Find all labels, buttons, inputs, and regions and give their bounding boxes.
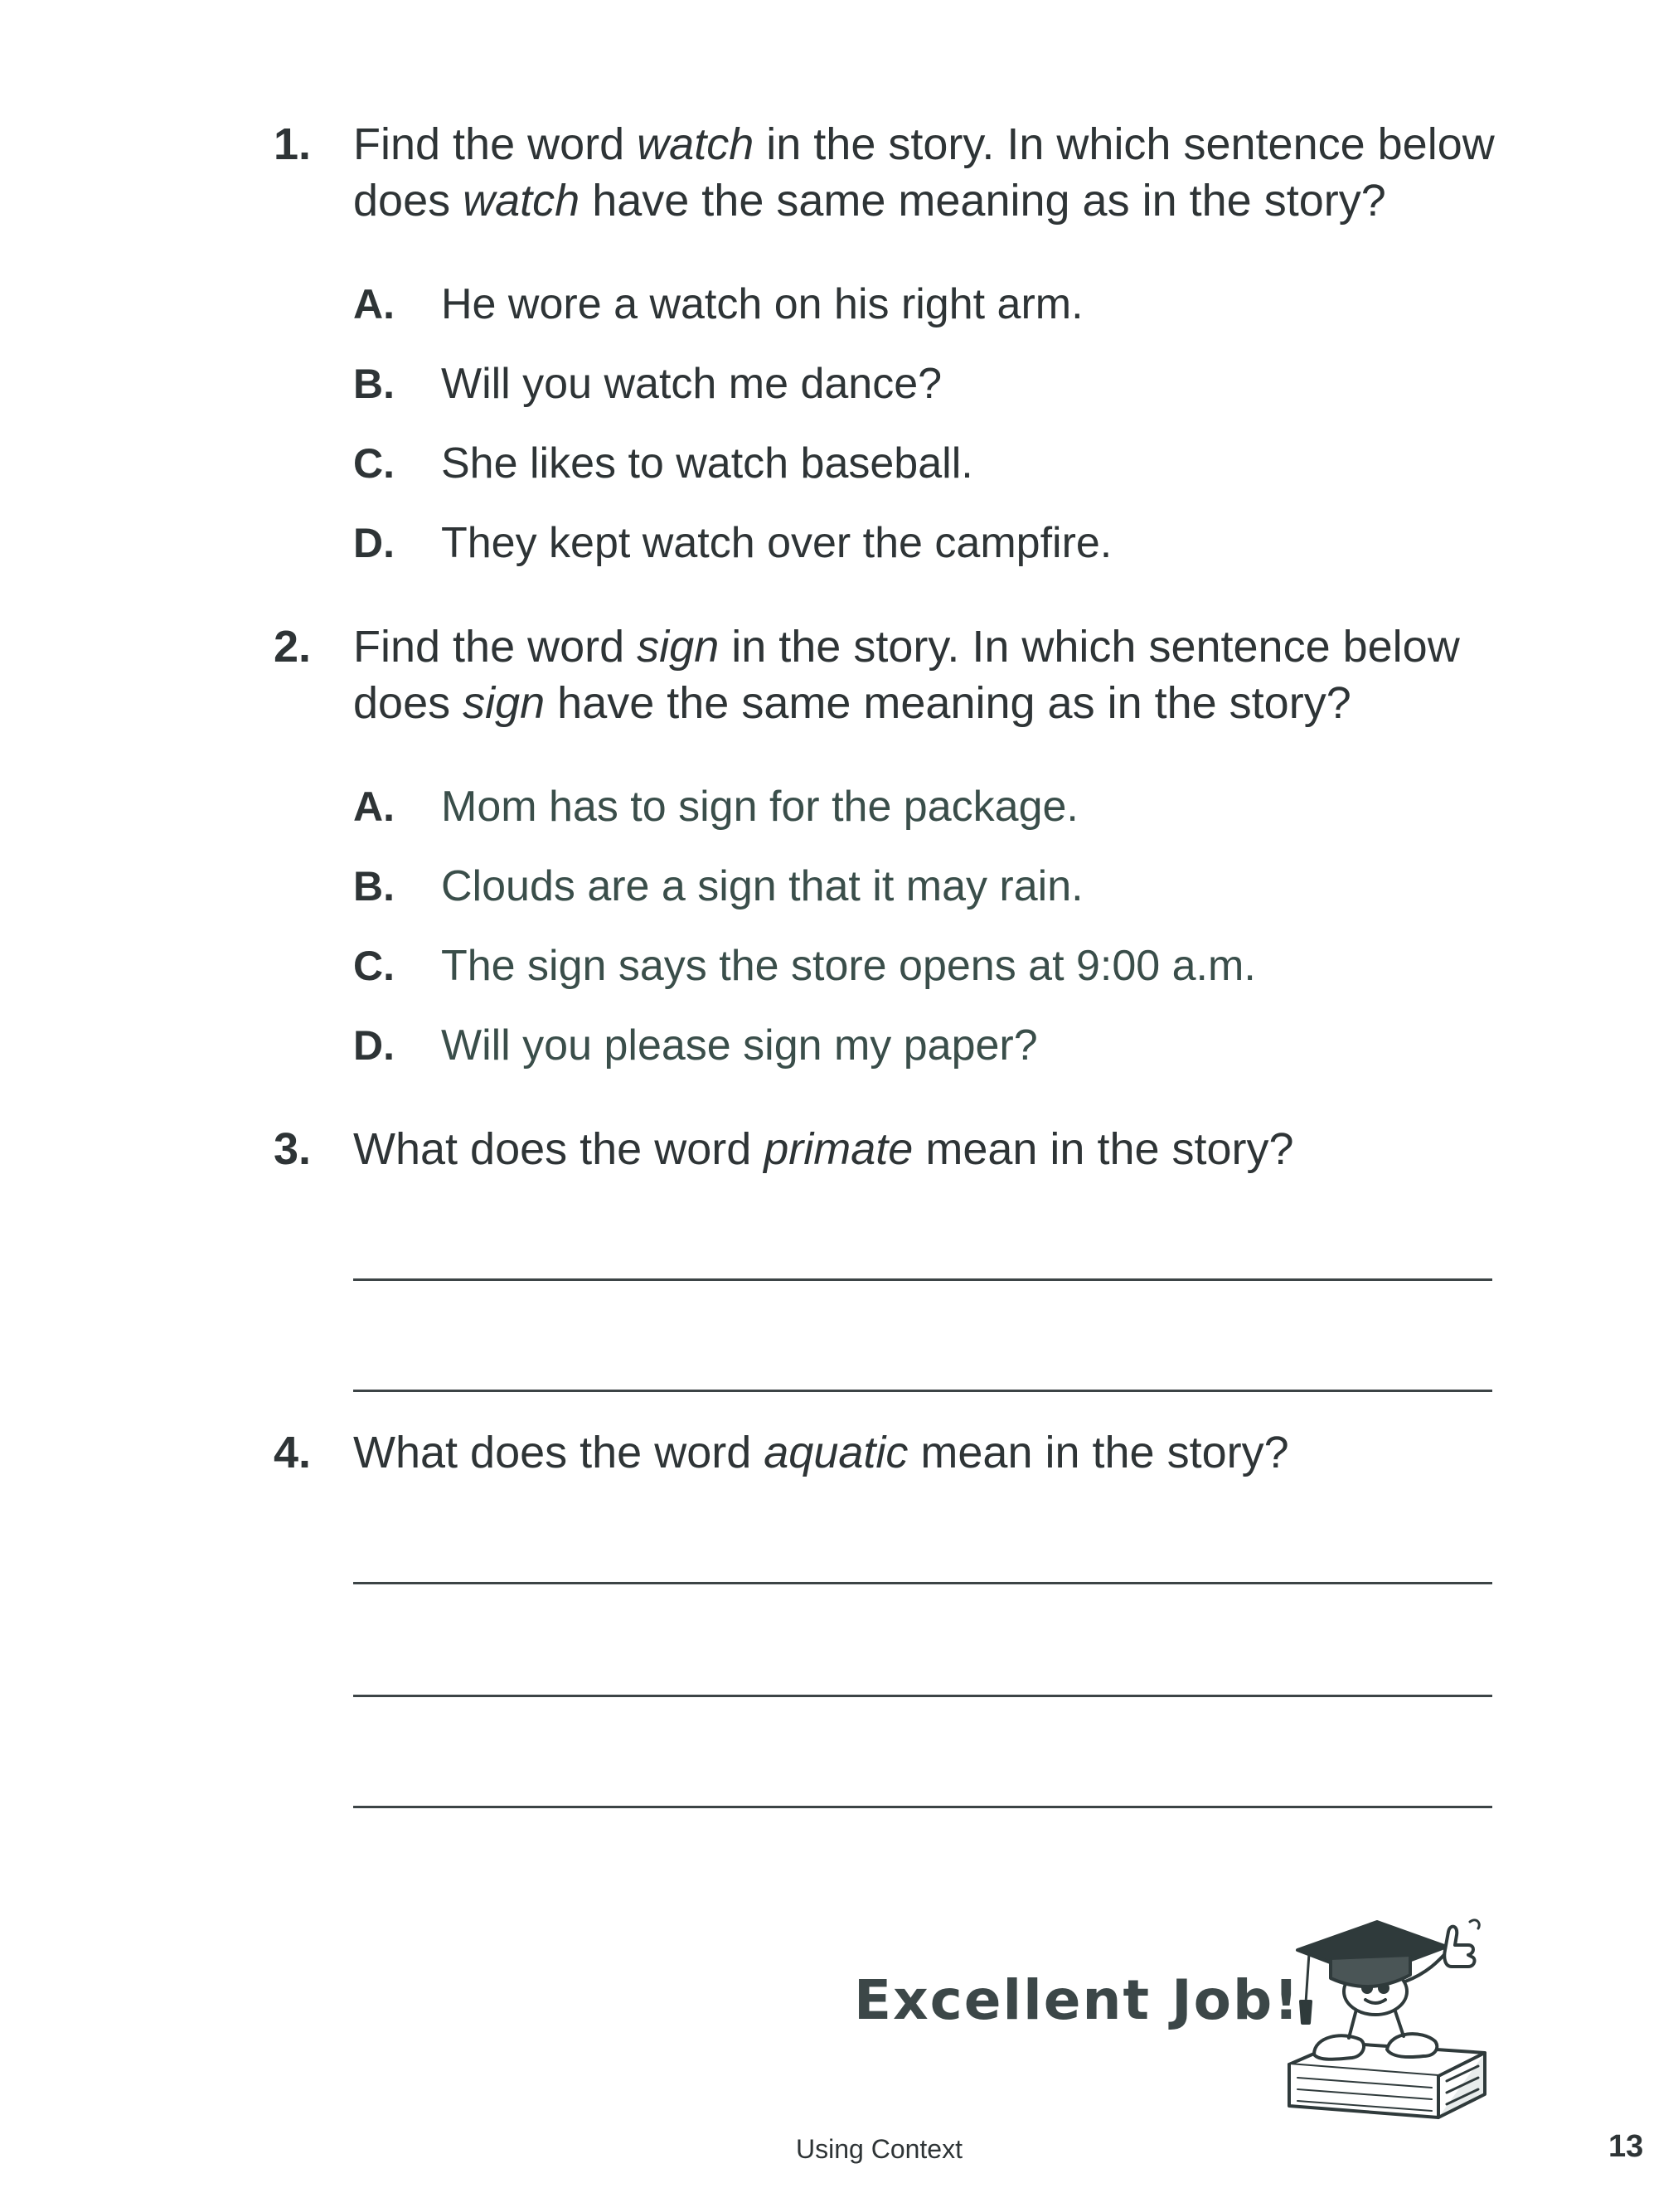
- graduate-book-mascot-icon: [1281, 1899, 1505, 2131]
- question-number: 3.: [274, 1124, 312, 1174]
- answer-option-a[interactable]: [353, 778, 1431, 836]
- target-word: watch: [637, 119, 754, 169]
- target-word: sign: [463, 678, 546, 728]
- option-text: Will you watch me dance?: [441, 360, 943, 408]
- answer-option-a[interactable]: [353, 275, 1431, 333]
- option-text: Will you please sign my paper?: [441, 1021, 1038, 1070]
- option-text: They kept watch over the campfire.: [441, 519, 1113, 567]
- option-letter: C.: [353, 943, 395, 989]
- option-letter: A.: [353, 281, 395, 327]
- target-word: primate: [764, 1124, 914, 1174]
- question-prompt: What does the word primate mean in the story?: [353, 1124, 1294, 1174]
- question-prompt: What does the word aquatic mean in the story?: [353, 1428, 1289, 1477]
- question-2: [274, 618, 1534, 1074]
- target-word: watch: [463, 176, 580, 226]
- option-text: The sign says the store opens at 9:00 a.m.: [441, 942, 1256, 990]
- question-number: 4.: [274, 1428, 312, 1477]
- answer-line[interactable]: [353, 1582, 1492, 1584]
- answer-option-b[interactable]: [353, 857, 1431, 915]
- question-3: [274, 1121, 1534, 1187]
- option-text: Clouds are a sign that it may rain.: [441, 862, 1084, 910]
- answer-line[interactable]: [353, 1390, 1492, 1392]
- answer-option-d[interactable]: [353, 1016, 1431, 1074]
- target-word: aquatic: [764, 1428, 909, 1477]
- option-letter: C.: [353, 440, 395, 487]
- target-word: sign: [637, 622, 720, 672]
- answer-option-d[interactable]: [353, 514, 1431, 572]
- excellent-job-text: Excellent Job!: [854, 1968, 1301, 2032]
- answer-line[interactable]: [353, 1806, 1492, 1808]
- page-number: 13: [1608, 2129, 1644, 2164]
- footer-section-label: Using Context: [796, 2134, 963, 2164]
- option-letter: B.: [353, 361, 395, 407]
- answer-option-c[interactable]: [353, 937, 1431, 995]
- answer-line[interactable]: [353, 1278, 1492, 1281]
- option-letter: B.: [353, 863, 395, 910]
- answer-option-c[interactable]: [353, 434, 1431, 492]
- option-text: He wore a watch on his right arm.: [441, 280, 1084, 328]
- option-text: She likes to watch baseball.: [441, 439, 973, 488]
- answer-line[interactable]: [353, 1695, 1492, 1697]
- option-text: Mom has to sign for the package.: [441, 783, 1079, 831]
- question-number: 1.: [274, 119, 312, 169]
- option-letter: D.: [353, 520, 395, 566]
- question-4: [274, 1424, 1534, 1491]
- question-number: 2.: [274, 622, 312, 672]
- answer-option-b[interactable]: [353, 355, 1431, 413]
- option-letter: A.: [353, 783, 395, 830]
- question-prompt: Find the word sign in the story. In which sentence below does sign have the same meaning as in the story?: [353, 622, 1460, 728]
- question-1: [274, 116, 1534, 572]
- question-prompt: Find the word watch in the story. In which sentence below does watch have the same meaning as in the story?: [353, 119, 1495, 226]
- option-letter: D.: [353, 1022, 395, 1069]
